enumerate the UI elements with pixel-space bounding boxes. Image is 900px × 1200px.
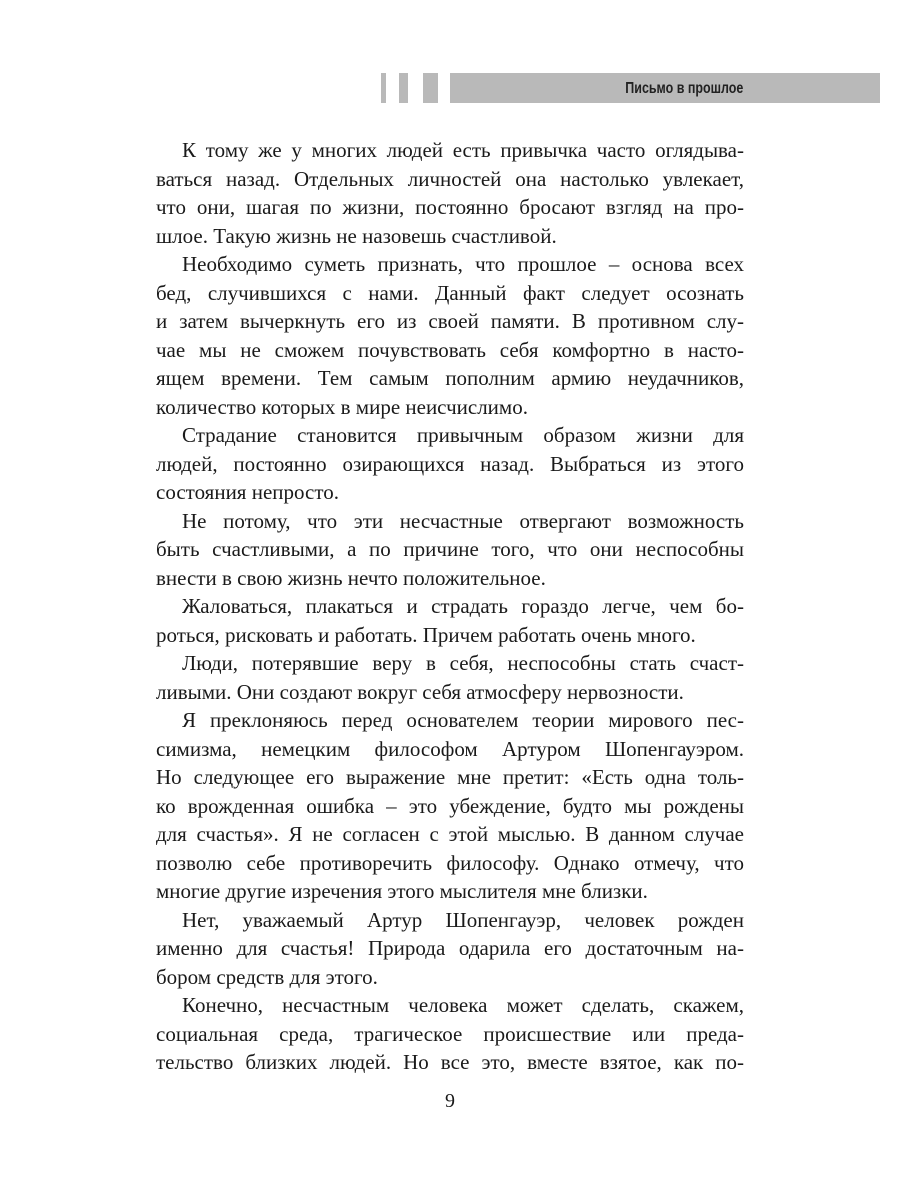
running-title: Письмо в прошлое bbox=[624, 80, 743, 97]
text-line: шлое. Такую жизнь не назовешь счастливой. bbox=[156, 223, 557, 248]
text-line: Я преклоняюсь перед основателем теории мирового пес- bbox=[182, 708, 744, 732]
text-line: внести в свою жизнь нечто положительное. bbox=[156, 565, 546, 590]
text-line: количество которых в мире неисчислимо. bbox=[156, 394, 528, 419]
text-line: чае мы не сможем почувствовать себя комфортно в насто- bbox=[156, 337, 744, 362]
text-line: К тому же у многих людей есть привычка часто оглядыва- bbox=[182, 138, 744, 162]
text-line: людей, постоянно озирающихся назад. Выбраться из этого bbox=[156, 451, 744, 476]
text-line: Люди, потерявшие веру в себя, неспособны стать счаст- bbox=[182, 651, 744, 675]
text-line: Но следующее его выражение мне претит: «Есть одна толь- bbox=[156, 765, 744, 789]
text-line: Конечно, несчастным человека может сделать, скажем, bbox=[182, 993, 744, 1017]
text-line: ваться назад. Отдельных личностей она настолько увлекает, bbox=[156, 166, 744, 191]
text-line: для счастья». Я не согласен с этой мыслью. В данном случае bbox=[156, 822, 744, 846]
body-text bbox=[156, 136, 744, 1077]
text-line: ливыми. Они создают вокруг себя атмосферу нервозности. bbox=[156, 679, 684, 704]
page-number: 9 bbox=[445, 1090, 455, 1112]
text-line: Не потому, что эти несчастные отвергают возможность bbox=[182, 508, 744, 533]
text-line: именно для счастья! Природа одарила его достаточным на- bbox=[156, 936, 744, 960]
text-line: ящем времени. Тем самым пополним армию неудачников, bbox=[156, 366, 744, 390]
text-line: социальная среда, трагическое происшествие или преда- bbox=[156, 1021, 744, 1046]
text-line: многие другие изречения этого мыслителя мне близки. bbox=[156, 879, 648, 903]
text-line: и затем вычеркнуть его из своей памяти. В противном слу- bbox=[156, 309, 744, 333]
header-stripe bbox=[399, 73, 408, 103]
text-line: Жаловаться, плакаться и страдать гораздо легче, чем бо- bbox=[182, 594, 744, 618]
text-line: Нет, уважаемый Артур Шопенгауэр, человек рожден bbox=[182, 907, 744, 932]
running-header bbox=[381, 73, 880, 103]
text-line: позволю себе противоречить философу. Однако отмечу, что bbox=[156, 850, 744, 875]
text-line: роться, рисковать и работать. Причем работать очень много. bbox=[156, 622, 696, 647]
text-line: тельство близких людей. Но все это, вместе взятое, как по- bbox=[156, 1050, 744, 1074]
header-stripe bbox=[381, 73, 386, 103]
text-line: бед, случившихся с нами. Данный факт следует осознать bbox=[156, 280, 744, 305]
text-line: что они, шагая по жизни, постоянно бросают взгляд на про- bbox=[156, 195, 744, 219]
text-line: симизма, немецким философом Артуром Шопенгауэром. bbox=[156, 736, 744, 761]
text-line: Необходимо суметь признать, что прошлое – основа всех bbox=[182, 252, 744, 276]
text-line: ко врожденная ошибка – это убеждение, будто мы рождены bbox=[156, 793, 744, 818]
header-stripe bbox=[423, 73, 438, 103]
text-line: бором средств для этого. bbox=[156, 964, 378, 989]
text-line: Страдание становится привычным образом жизни для bbox=[182, 423, 744, 447]
text-line: состояния непросто. bbox=[156, 480, 340, 504]
text-line: быть счастливыми, а по причине того, что они неспособны bbox=[156, 537, 744, 561]
